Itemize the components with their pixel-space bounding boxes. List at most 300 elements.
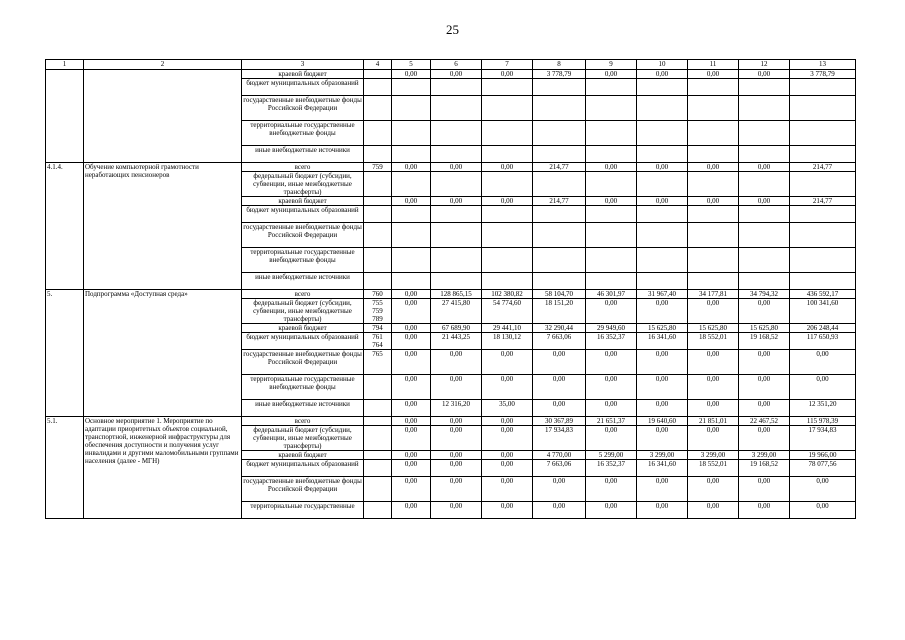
funding-source: федеральный бюджет (субсидии, субвенции, иные межбюджетные трансферты)	[242, 299, 364, 324]
value-cell: 19 966,00	[790, 451, 856, 460]
value-cell: 0,00	[431, 375, 482, 400]
value-cell	[431, 172, 482, 197]
header-cell: 2	[84, 60, 242, 70]
code-cell	[364, 121, 392, 146]
value-cell: 29 441,10	[482, 324, 533, 333]
value-cell: 21 851,01	[688, 417, 739, 426]
value-cell	[586, 223, 637, 248]
value-cell: 0,00	[392, 350, 431, 375]
value-cell: 115 978,39	[790, 417, 856, 426]
code-cell	[364, 400, 392, 417]
value-cell	[586, 172, 637, 197]
value-cell: 0,00	[392, 460, 431, 477]
code-cell	[364, 460, 392, 477]
value-cell: 0,00	[482, 460, 533, 477]
value-cell	[637, 172, 688, 197]
value-cell	[790, 96, 856, 121]
funding-source: иные внебюджетные источники	[242, 400, 364, 417]
budget-table	[45, 59, 856, 519]
table-row	[46, 417, 856, 426]
value-cell	[482, 121, 533, 146]
value-cell	[533, 79, 586, 96]
value-cell: 0,00	[392, 502, 431, 519]
value-cell: 18 552,01	[688, 460, 739, 477]
value-cell: 35,00	[482, 400, 533, 417]
page-number: 25	[446, 22, 459, 37]
value-cell	[688, 273, 739, 290]
value-cell	[533, 223, 586, 248]
header-cell: 8	[533, 60, 586, 70]
value-cell: 3 778,79	[790, 70, 856, 79]
value-cell: 0,00	[739, 350, 790, 375]
value-cell: 0,00	[586, 350, 637, 375]
funding-source: иные внебюджетные источники	[242, 146, 364, 163]
value-cell: 0,00	[482, 163, 533, 172]
value-cell: 0,00	[431, 426, 482, 451]
value-cell	[790, 121, 856, 146]
value-cell	[586, 96, 637, 121]
value-cell: 15 625,80	[688, 324, 739, 333]
value-cell	[431, 273, 482, 290]
value-cell	[739, 273, 790, 290]
value-cell: 18 151,20	[533, 299, 586, 324]
value-cell: 7 663,06	[533, 333, 586, 350]
value-cell	[482, 223, 533, 248]
value-cell: 0,00	[586, 502, 637, 519]
value-cell	[688, 172, 739, 197]
value-cell: 0,00	[637, 197, 688, 206]
value-cell: 0,00	[392, 417, 431, 426]
value-cell: 0,00	[739, 299, 790, 324]
section-name: Подпрограмма «Доступная среда»	[84, 290, 242, 417]
value-cell: 46 301,97	[586, 290, 637, 299]
value-cell	[739, 146, 790, 163]
value-cell: 0,00	[392, 299, 431, 324]
value-cell	[392, 146, 431, 163]
value-cell: 4 770,00	[533, 451, 586, 460]
value-cell: 0,00	[392, 163, 431, 172]
value-cell	[637, 79, 688, 96]
value-cell: 16 341,60	[637, 460, 688, 477]
funding-source: государственные внебюджетные фонды Российской Федерации	[242, 223, 364, 248]
value-cell	[739, 172, 790, 197]
value-cell: 0,00	[482, 375, 533, 400]
value-cell	[688, 146, 739, 163]
table-row	[46, 290, 856, 299]
value-cell: 0,00	[533, 477, 586, 502]
value-cell	[392, 223, 431, 248]
value-cell: 0,00	[790, 502, 856, 519]
value-cell	[586, 273, 637, 290]
value-cell	[392, 206, 431, 223]
value-cell: 0,00	[392, 333, 431, 350]
value-cell	[392, 273, 431, 290]
value-cell	[790, 248, 856, 273]
value-cell: 54 774,60	[482, 299, 533, 324]
value-cell: 0,00	[637, 163, 688, 172]
value-cell: 0,00	[392, 70, 431, 79]
value-cell	[533, 248, 586, 273]
value-cell: 0,00	[586, 477, 637, 502]
value-cell: 67 689,90	[431, 324, 482, 333]
value-cell: 0,00	[482, 426, 533, 451]
value-cell: 18 130,12	[482, 333, 533, 350]
value-cell: 0,00	[586, 375, 637, 400]
value-cell	[739, 121, 790, 146]
value-cell: 128 865,15	[431, 290, 482, 299]
code-cell	[364, 375, 392, 400]
value-cell: 214,77	[533, 197, 586, 206]
funding-source: краевой бюджет	[242, 197, 364, 206]
value-cell: 0,00	[392, 426, 431, 451]
value-cell: 0,00	[688, 197, 739, 206]
value-cell: 3 778,79	[533, 70, 586, 79]
value-cell: 0,00	[739, 477, 790, 502]
value-cell: 17 934,83	[533, 426, 586, 451]
value-cell: 0,00	[392, 375, 431, 400]
value-cell	[482, 273, 533, 290]
header-cell: 9	[586, 60, 637, 70]
value-cell	[431, 206, 482, 223]
value-cell	[637, 206, 688, 223]
value-cell	[790, 146, 856, 163]
value-cell: 18 552,01	[688, 333, 739, 350]
value-cell	[586, 121, 637, 146]
value-cell: 22 467,52	[739, 417, 790, 426]
value-cell: 0,00	[688, 350, 739, 375]
value-cell: 0,00	[637, 477, 688, 502]
funding-source: бюджет муниципальных образований	[242, 79, 364, 96]
value-cell: 0,00	[688, 477, 739, 502]
value-cell	[392, 172, 431, 197]
value-cell	[637, 146, 688, 163]
code-cell: 761 764	[364, 333, 392, 350]
value-cell: 34 177,81	[688, 290, 739, 299]
value-cell: 0,00	[637, 502, 688, 519]
value-cell: 0,00	[431, 477, 482, 502]
value-cell: 0,00	[586, 299, 637, 324]
value-cell	[431, 79, 482, 96]
value-cell: 58 104,70	[533, 290, 586, 299]
code-cell	[364, 172, 392, 197]
code-cell	[364, 223, 392, 248]
funding-source: всего	[242, 417, 364, 426]
funding-source: территориальные государственные внебюджетные фонды	[242, 248, 364, 273]
value-cell: 206 248,44	[790, 324, 856, 333]
value-cell: 0,00	[482, 417, 533, 426]
funding-source: бюджет муниципальных образований	[242, 333, 364, 350]
value-cell	[739, 96, 790, 121]
value-cell: 0,00	[739, 375, 790, 400]
value-cell: 0,00	[431, 350, 482, 375]
value-cell	[586, 146, 637, 163]
value-cell: 29 949,60	[586, 324, 637, 333]
value-cell	[482, 248, 533, 273]
code-cell	[364, 70, 392, 79]
value-cell	[790, 273, 856, 290]
value-cell: 0,00	[637, 375, 688, 400]
value-cell	[688, 206, 739, 223]
value-cell	[392, 248, 431, 273]
header-cell: 4	[364, 60, 392, 70]
section-name: Основное мероприятие 1. Мероприятие по адаптации приоритетных объектов социальной, транспортной, инженерной инфраструктуры для обеспечения доступности и получения услуг инвалидами и другими маломобильными группами населения (далее - МГН)	[84, 417, 242, 519]
header-cell: 13	[790, 60, 856, 70]
value-cell: 0,00	[431, 460, 482, 477]
value-cell: 0,00	[688, 375, 739, 400]
value-cell: 12 316,20	[431, 400, 482, 417]
value-cell: 0,00	[688, 426, 739, 451]
value-cell: 0,00	[392, 324, 431, 333]
value-cell	[392, 79, 431, 96]
value-cell: 0,00	[482, 451, 533, 460]
value-cell	[431, 96, 482, 121]
value-cell: 0,00	[533, 375, 586, 400]
code-cell	[364, 79, 392, 96]
value-cell	[739, 248, 790, 273]
value-cell	[637, 96, 688, 121]
value-cell	[637, 273, 688, 290]
value-cell	[688, 79, 739, 96]
code-cell: 794	[364, 324, 392, 333]
value-cell: 0,00	[431, 417, 482, 426]
header-cell: 6	[431, 60, 482, 70]
funding-source: территориальные государственные внебюджетные фонды	[242, 121, 364, 146]
funding-source: государственные внебюджетные фонды Российской Федерации	[242, 477, 364, 502]
funding-source: всего	[242, 290, 364, 299]
value-cell	[739, 206, 790, 223]
code-cell	[364, 248, 392, 273]
value-cell: 16 352,37	[586, 460, 637, 477]
code-cell	[364, 273, 392, 290]
funding-source: бюджет муниципальных образований	[242, 206, 364, 223]
value-cell	[637, 223, 688, 248]
value-cell: 0,00	[688, 400, 739, 417]
value-cell: 214,77	[790, 163, 856, 172]
header-cell: 3	[242, 60, 364, 70]
value-cell: 0,00	[739, 163, 790, 172]
value-cell	[482, 206, 533, 223]
value-cell	[482, 146, 533, 163]
funding-source: краевой бюджет	[242, 70, 364, 79]
value-cell: 0,00	[790, 375, 856, 400]
value-cell: 16 352,37	[586, 333, 637, 350]
value-cell	[431, 223, 482, 248]
section-number: 5.1.	[46, 417, 84, 519]
value-cell	[790, 172, 856, 197]
value-cell	[790, 79, 856, 96]
value-cell: 0,00	[533, 400, 586, 417]
value-cell: 21 651,37	[586, 417, 637, 426]
value-cell: 0,00	[431, 163, 482, 172]
value-cell: 5 299,00	[586, 451, 637, 460]
value-cell: 0,00	[586, 426, 637, 451]
value-cell: 0,00	[637, 70, 688, 79]
funding-source: территориальные государственные внебюджетные фонды	[242, 375, 364, 400]
value-cell	[586, 206, 637, 223]
code-cell	[364, 477, 392, 502]
header-cell: 5	[392, 60, 431, 70]
value-cell: 27 415,80	[431, 299, 482, 324]
code-cell	[364, 206, 392, 223]
value-cell: 0,00	[586, 163, 637, 172]
value-cell: 0,00	[392, 400, 431, 417]
value-cell: 0,00	[688, 502, 739, 519]
value-cell: 0,00	[482, 477, 533, 502]
value-cell: 15 625,80	[637, 324, 688, 333]
section-name: Обучение компьютерной грамотности неработающих пенсионеров	[84, 163, 242, 290]
value-cell: 0,00	[392, 197, 431, 206]
value-cell: 0,00	[688, 70, 739, 79]
value-cell	[790, 206, 856, 223]
code-cell	[364, 146, 392, 163]
value-cell	[533, 273, 586, 290]
value-cell: 30 367,89	[533, 417, 586, 426]
value-cell	[586, 248, 637, 273]
value-cell	[482, 79, 533, 96]
value-cell	[533, 121, 586, 146]
value-cell	[637, 121, 688, 146]
funding-source: бюджет муниципальных образований	[242, 460, 364, 477]
value-cell: 0,00	[739, 502, 790, 519]
value-cell	[790, 223, 856, 248]
code-cell: 755 759 789	[364, 299, 392, 324]
value-cell: 0,00	[790, 350, 856, 375]
value-cell: 214,77	[790, 197, 856, 206]
value-cell: 0,00	[637, 350, 688, 375]
value-cell: 31 967,40	[637, 290, 688, 299]
value-cell	[533, 206, 586, 223]
value-cell: 0,00	[739, 400, 790, 417]
value-cell: 19 640,60	[637, 417, 688, 426]
funding-source: иные внебюджетные источники	[242, 273, 364, 290]
value-cell	[688, 96, 739, 121]
value-cell: 0,00	[790, 477, 856, 502]
code-cell	[364, 451, 392, 460]
value-cell	[637, 248, 688, 273]
funding-source: государственные внебюджетные фонды Российской Федерации	[242, 96, 364, 121]
header-cell: 12	[739, 60, 790, 70]
value-cell: 17 934,83	[790, 426, 856, 451]
value-cell: 0,00	[586, 197, 637, 206]
value-cell: 0,00	[533, 350, 586, 375]
value-cell	[533, 172, 586, 197]
value-cell: 0,00	[482, 502, 533, 519]
value-cell: 0,00	[739, 197, 790, 206]
header-cell: 1	[46, 60, 84, 70]
value-cell	[392, 96, 431, 121]
value-cell	[431, 121, 482, 146]
value-cell: 0,00	[482, 197, 533, 206]
header-cell: 11	[688, 60, 739, 70]
funding-source: всего	[242, 163, 364, 172]
code-cell	[364, 96, 392, 121]
value-cell: 117 650,93	[790, 333, 856, 350]
value-cell: 436 592,17	[790, 290, 856, 299]
value-cell	[533, 146, 586, 163]
value-cell	[586, 79, 637, 96]
value-cell: 0,00	[586, 70, 637, 79]
value-cell: 0,00	[482, 350, 533, 375]
value-cell: 0,00	[739, 70, 790, 79]
value-cell	[688, 223, 739, 248]
value-cell: 0,00	[431, 70, 482, 79]
value-cell: 21 443,25	[431, 333, 482, 350]
code-cell: 765	[364, 350, 392, 375]
funding-source: федеральный бюджет (субсидии, субвенции, иные межбюджетные трансферты)	[242, 426, 364, 451]
code-cell: 760	[364, 290, 392, 299]
value-cell: 0,00	[533, 502, 586, 519]
value-cell: 0,00	[688, 163, 739, 172]
code-cell: 759	[364, 163, 392, 172]
value-cell: 19 168,52	[739, 460, 790, 477]
value-cell: 0,00	[392, 477, 431, 502]
value-cell: 100 341,60	[790, 299, 856, 324]
value-cell: 3 299,00	[637, 451, 688, 460]
value-cell: 3 299,00	[739, 451, 790, 460]
value-cell: 0,00	[392, 451, 431, 460]
table-row	[46, 70, 856, 79]
value-cell: 0,00	[431, 197, 482, 206]
value-cell: 0,00	[431, 502, 482, 519]
code-cell	[364, 417, 392, 426]
funding-source: краевой бюджет	[242, 451, 364, 460]
value-cell: 214,77	[533, 163, 586, 172]
value-cell	[739, 223, 790, 248]
value-cell: 0,00	[739, 426, 790, 451]
value-cell: 15 625,80	[739, 324, 790, 333]
value-cell: 12 351,20	[790, 400, 856, 417]
header-row	[46, 60, 856, 70]
value-cell: 102 380,82	[482, 290, 533, 299]
value-cell	[688, 248, 739, 273]
value-cell: 0,00	[586, 400, 637, 417]
value-cell: 0,00	[688, 299, 739, 324]
value-cell	[482, 172, 533, 197]
section-name	[84, 70, 242, 163]
value-cell	[431, 146, 482, 163]
funding-source: государственные внебюджетные фонды Российской Федерации	[242, 350, 364, 375]
funding-source: территориальные государственные	[242, 502, 364, 519]
table-row	[46, 163, 856, 172]
value-cell: 0,00	[482, 70, 533, 79]
value-cell: 0,00	[392, 290, 431, 299]
code-cell	[364, 197, 392, 206]
value-cell: 0,00	[637, 299, 688, 324]
value-cell	[392, 121, 431, 146]
code-cell	[364, 502, 392, 519]
value-cell: 7 663,06	[533, 460, 586, 477]
value-cell: 16 341,60	[637, 333, 688, 350]
funding-source: краевой бюджет	[242, 324, 364, 333]
value-cell	[739, 79, 790, 96]
value-cell: 0,00	[431, 451, 482, 460]
value-cell: 0,00	[637, 426, 688, 451]
header-cell: 7	[482, 60, 533, 70]
value-cell: 19 168,52	[739, 333, 790, 350]
value-cell	[482, 96, 533, 121]
value-cell	[533, 96, 586, 121]
value-cell: 3 299,00	[688, 451, 739, 460]
value-cell	[431, 248, 482, 273]
value-cell: 78 077,56	[790, 460, 856, 477]
section-number: 5.	[46, 290, 84, 417]
section-number	[46, 70, 84, 163]
value-cell: 0,00	[637, 400, 688, 417]
value-cell: 34 794,32	[739, 290, 790, 299]
code-cell	[364, 426, 392, 451]
value-cell	[688, 121, 739, 146]
section-number: 4.1.4.	[46, 163, 84, 290]
